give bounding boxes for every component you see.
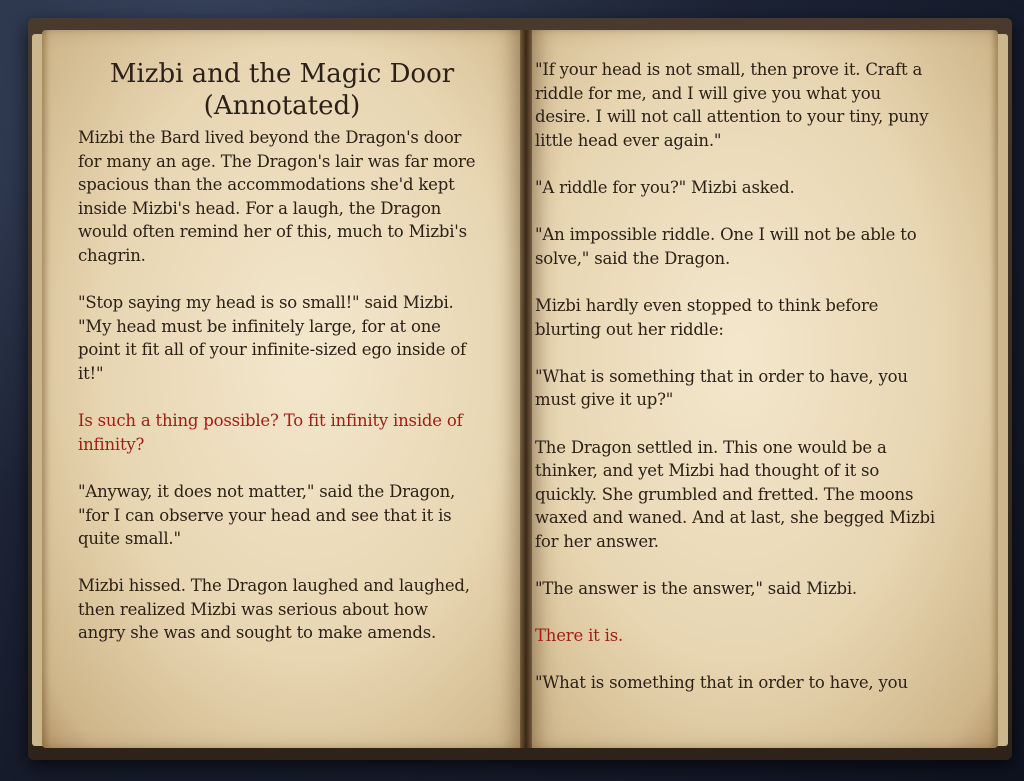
story-paragraph: Mizbi the Bard lived beyond the Dragon's door for many an age. The Dragon's lair was far more spacious than the accommodations she'd kept inside Mizbi's head. For a laugh, the Dragon would often remind her of this, much to Mizbi's chagrin. [78,128,476,265]
left-page-text [78,126,478,645]
annotation-paragraph: There it is. [535,626,624,646]
book-title: Mizbi and the Magic Door (Annotated) [109,59,455,121]
story-paragraph: "Stop saying my head is so small!" said Mizbi. "My head must be infinitely large, for at one point it fit all of your infinite-sized ego inside of it!" [78,293,466,383]
story-paragraph: The Dragon settled in. This one would be a thinker, and yet Mizbi had thought of it so quickly. She grumbled and fretted. The moons waxed and waned. And at last, she begged Mizbi for her answer. [535,437,935,551]
story-paragraph: Mizbi hardly even stopped to think before blurting out her riddle: [535,295,879,339]
annotation-paragraph: Is such a thing possible? To fit infinity inside of infinity? [78,411,463,454]
story-paragraph: "What is something that in order to have, you must give it up?" [535,366,908,410]
story-paragraph: Mizbi hissed. The Dragon laughed and laughed, then realized Mizbi was serious about how angry she was and sought to make amends. [78,576,470,643]
story-paragraph: "What is something that in order to have, you [535,673,908,693]
right-page-text [535,58,940,695]
story-paragraph: "Anyway, it does not matter," said the Dragon, "for I can observe your head and see that it is quite small." [78,481,456,549]
story-paragraph: "The answer is the answer," said Mizbi. [535,579,857,599]
story-paragraph: "An impossible riddle. One I will not be able to solve," said the Dragon. [535,225,917,268]
story-paragraph: "A riddle for you?" Mizbi asked. [535,177,795,197]
story-paragraph: "If your head is not small, then prove it. Craft a riddle for me, and I will give you what you desire. I will not call attention to your tiny, puny little head ever again." [535,60,929,150]
book-spine [520,30,532,748]
